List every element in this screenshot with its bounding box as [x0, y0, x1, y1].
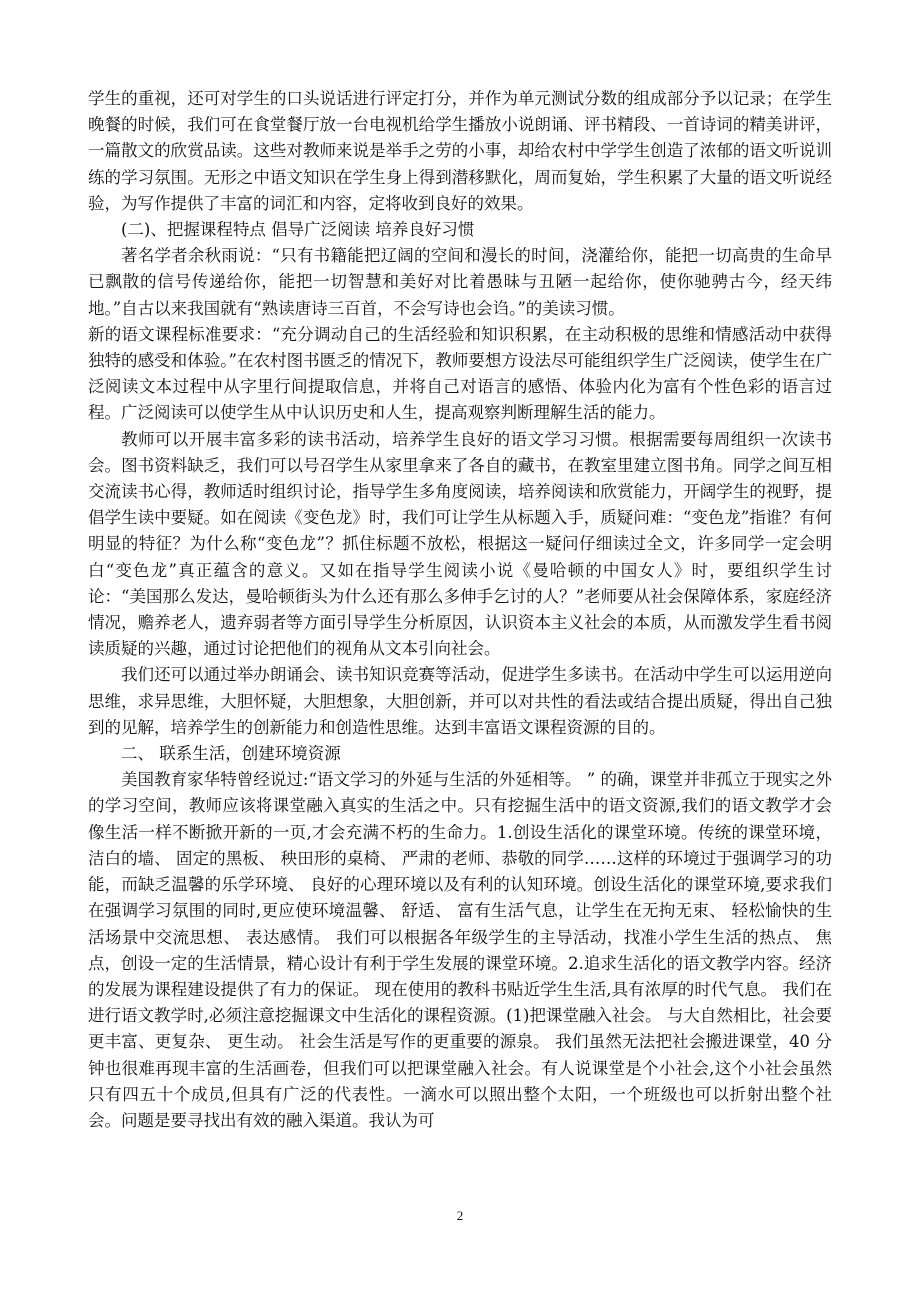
paragraph-reading-activities: 教师可以开展丰富多彩的读书活动，培养学生良好的语文学习习惯。根据需要每周组织一次读书会。图书资料缺乏，我们可以号召学生从家里拿来了各自的藏书，在教室里建立图书角。同学之间互相交流读书心得，教师适时组织讨论，指导学生多角度阅读，培养阅读和欣赏能力，开阔学生的视野，提倡学生读中要疑。如在阅读《变色龙》时，我们可让学生从标题入手，质疑问难：“变色龙”指谁？有何明显的特征？为什么称“变色龙”？抓住标题不放松，根据这一疑问仔细读过全文，许多同学一定会明白“变色龙”真正蕴含的意义。又如在指导学生阅读小说《曼哈顿的中国女人》时，要组织学生讨论：“美国那么发达，曼哈顿街头为什么还有那么多伸手乞讨的人？”老师要从社会保障体系，家庭经济情况，赡养老人，遗弃弱者等方面引导学生分析原因，认识资本主义社会的本质，从而激发学生看书阅读质疑的兴趣，通过讨论把他们的视角从文本引向社会。	[88, 429, 832, 659]
document-page	[88, 86, 832, 1134]
paragraph-yu-qiuyu-quote: 著名学者余秋雨说：“只有书籍能把辽阔的空间和漫长的时间，浇灌给你，能把一切高贵的生命早已飘散的信号传递给你，能把一切智慧和美好对比着愚昧与丑陋一起给你，使你驰骋古今，经天纬地。”自古以来我国就有“熟读唐诗三百首，不会写诗也会诌。”的美读习惯。	[88, 246, 832, 318]
paragraph-recitation-contests: 我们还可以通过举办朗诵会、读书知识竞赛等活动，促进学生多读书。在活动中学生可以运用逆向思维，求异思维，大胆怀疑，大胆想象，大胆创新，并可以对共性的看法或结合提出质疑，得出自己独到的见解，培养学生的创新能力和创造性思维。达到丰富语文课程资源的目的。	[88, 665, 832, 737]
section-heading-life-environment: 二、 联系生活，创建环境资源	[121, 744, 341, 764]
paragraph-oral-evaluation: 学生的重视，还可对学生的口头说话进行评定打分，并作为单元测试分数的组成部分予以记录；在学生晚餐的时候，我们可在食堂餐厅放一台电视机给学生播放小说朗诵、评书精段、一首诗词的精美讲评，一篇散文的欣赏品读。这些对教师来说是举手之劳的小事，却给农村中学学生创造了浓郁的语文听说训练的学习氛围。无形之中语文知识在学生身上得到潜移默化，周而复始，学生积累了大量的语文听说经验，为写作提供了丰富的词汇和内容，定将收到良好的效果。	[88, 89, 832, 213]
paragraph-life-classroom: 美国教育家华特曾经说过:“语文学习的外延与生活的外延相等。 ” 的确，课堂并非孤立于现实之外的学习空间，教师应该将课堂融入真实的生活之中。只有挖掘生活中的语文资源,我们的语文教学才会像生活一样不断掀开新的一页,才会充满不朽的生命力。1.创设生活化的课堂环境。传统的课堂环境，洁白的墙、 固定的黑板、 秧田形的桌椅、 严肃的老师、恭敬的同学……这样的环境过于强调学习的功能，而缺乏温馨的乐学环境、 良好的心理环境以及有利的认知环境。创设生活化的课堂环境,要求我们在强调学习氛围的同时,更应使环境温馨、 舒适、 富有生活气息，让学生在无拘无束、 轻松愉快的生活场景中交流思想、 表达感情。 我们可以根据各年级学生的主导活动，找准小学生生活的热点、 焦点，创设一定的生活情景，精心设计有利于学生发展的课堂环境。2.追求生活化的语文教学内容。经济的发展为课程建设提供了有力的保证。 现在使用的教科书贴近学生生活,具有浓厚的时代气息。 我们在进行语文教学时,必须注意挖掘课文中生活化的课程资源。(1)把课堂融入社会。 与大自然相比，社会要更丰富、更复杂、 更生动。 社会生活是写作的更重要的源泉。 我们虽然无法把社会搬进课堂，40 分钟也很难再现丰富的生活画卷，但我们可以把课堂融入社会。有人说课堂是个小社会,这个小社会虽然只有四五十个成员,但具有广泛的代表性。一滴水可以照出整个太阳，一个班级也可以折射出整个社会。问题是要寻找出有效的融入渠道。我认为可	[88, 770, 832, 1130]
page-number: 2	[456, 1208, 464, 1223]
section-heading-reading-habits: (二)、把握课程特点 倡导广泛阅读 培养良好习惯	[121, 220, 475, 240]
paragraph-curriculum-standard: 新的语文课程标准要求：“充分调动自己的生活经验和知识积累，在主动积极的思维和情感活动中获得独特的感受和体验。”在农村图书匮乏的情况下，教师要想方设法尽可能组织学生广泛阅读，使学生在广泛阅读文本过程中从字里行间提取信息，并将自己对语言的感悟、体验内化为富有个性色彩的语言过程。广泛阅读可以使学生从中认识历史和人生，提高观察判断理解生活的能力。	[88, 324, 832, 423]
